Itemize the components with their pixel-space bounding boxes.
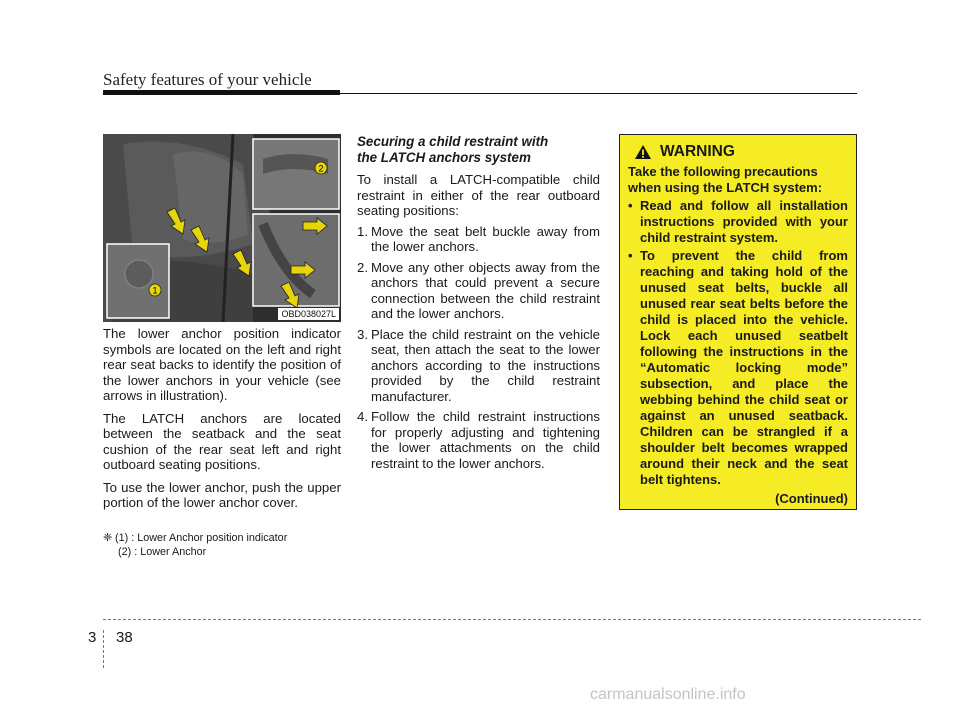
paragraph: The lower anchor position indicator symbols are located on the left and right rear seat backs to identify the position of the lower anchors in your vehicle (see arrows in illustration). [103, 326, 341, 403]
continued-label: (Continued) [775, 491, 848, 506]
warning-bullet-text: Read and follow all installation instructions provided with your child restraint system. [640, 198, 848, 245]
list-item [357, 327, 600, 405]
step-number: 3. [357, 326, 368, 342]
note-line-1: ❈ (1) : Lower Anchor position indicator [103, 532, 288, 544]
callout-1: 1 [152, 285, 158, 296]
column-2 [357, 134, 600, 476]
list-item [357, 409, 600, 471]
steps-list [357, 224, 600, 472]
section-intro: To install a LATCH-compatible child restraint in either of the rear outboard seating positions: [357, 172, 600, 218]
warning-title: WARNING [660, 143, 735, 160]
page-number: 38 [116, 629, 133, 646]
footer-rule [103, 619, 921, 620]
paragraph: To use the lower anchor, push the upper portion of the lower anchor cover. [103, 479, 341, 510]
section-title [357, 134, 600, 165]
section-title-line-1: Securing a child restraint with [357, 134, 549, 149]
step-text: Move the seat belt buckle away from the lower anchors. [371, 223, 600, 254]
bullet: • [628, 248, 633, 263]
warning-list [628, 198, 848, 488]
step-number: 2. [357, 259, 368, 275]
header-rule [103, 93, 857, 94]
step-number: 1. [357, 223, 368, 239]
footer-divider [103, 630, 104, 670]
step-text: Move any other objects away from the anchors that could prevent a secure connection between the child restraint and the lower anchors. [371, 259, 600, 321]
rear-seat-illustration [103, 134, 341, 322]
watermark: carmanualsonline.info [590, 686, 746, 703]
list-item [628, 248, 848, 488]
figure-note [103, 531, 343, 559]
warning-intro: Take the following precautions when using the LATCH system: [628, 164, 823, 195]
warning-bullet-text: To prevent the child from reaching and taking hold of the unused seat belts, buckle all unused rear seat belts before the child is placed into the vehicle. Lock each unused seatbelt following the instructions in the “Automatic locking mode” subsection, and place the webbing behind the child seat or against an unused seatback. Children can be strangled if a shoulder belt becomes wrapped around their neck and the seat belt tightens. [640, 248, 848, 487]
section-title-line-2: the LATCH anchors system [357, 149, 531, 165]
warning-box [619, 134, 857, 510]
warning-header [634, 144, 848, 160]
step-number: 4. [357, 409, 368, 424]
warning-triangle-icon [634, 144, 652, 160]
list-item [357, 260, 600, 322]
bullet: • [628, 198, 633, 213]
note-line-2: (2) : Lower Anchor [118, 546, 207, 558]
list-item [357, 224, 600, 255]
column-1 [103, 326, 341, 518]
paragraph: The LATCH anchors are located between the seatback and the seat cushion of the rear seat left and right outboard seating positions. [103, 410, 341, 472]
step-text: Follow the child restraint instructions for properly adjusting and tightening the lower attachments on the child restraint to the lower anchors. [371, 409, 600, 471]
list-item [628, 198, 848, 246]
figure-code: OBD038027L [278, 308, 339, 320]
callout-2: 2 [318, 163, 324, 174]
step-text: Place the child restraint on the vehicle seat, then attach the seat to the lower anchors according to the instructions provided by the child restraint manufacturer. [371, 326, 600, 404]
page-header-title: Safety features of your vehicle [103, 70, 312, 89]
chapter-number: 3 [88, 629, 97, 646]
